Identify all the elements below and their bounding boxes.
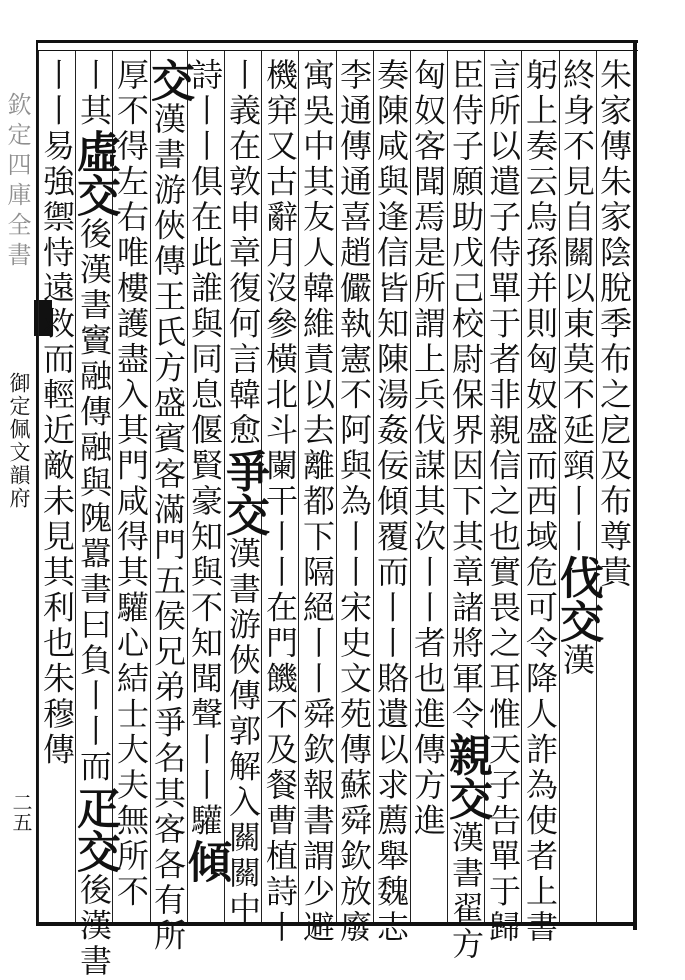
column-text: 後漢書 — [75, 873, 113, 980]
frame-top-inner-border — [36, 50, 638, 51]
column-text: 漢 — [558, 643, 596, 679]
column-text: 機穽又古辭月沒參橫北斗闌干丨丨在門饑不及餐曹植詩丨 — [261, 58, 299, 946]
text-column — [596, 58, 632, 920]
column-text: 丨其 — [75, 58, 113, 129]
page-gutter — [0, 40, 36, 925]
rhyme-entry-heading: 疋交 — [69, 785, 120, 873]
column-text: 匈奴客聞焉是所謂上兵伐謀其次丨丨者也 — [409, 58, 447, 697]
column-text: 躬上奏云烏孫并則匈奴盛而西域危可令降人詐為使者上書 — [521, 58, 559, 946]
gutter-collection-title: 欽定四庫全書 — [3, 92, 31, 272]
column-text: 厚不得左右唯樓護盡入其門咸得其驩心結士大夫無所不 — [112, 58, 150, 910]
text-column — [143, 58, 194, 954]
column-text: 終身不見自關以東莫不延頸丨丨 — [558, 58, 596, 555]
column-text: 進傳方進 — [409, 697, 447, 839]
text-column — [521, 58, 559, 946]
column-text: 丨義在敦申章復何言韓愈 — [224, 58, 262, 449]
text-column — [180, 58, 231, 920]
column-text: 朱穆傳 — [38, 661, 76, 768]
rhyme-entry-heading: 親交 — [441, 732, 492, 821]
text-column — [69, 58, 120, 980]
text-column — [335, 58, 373, 946]
rhyme-entry-heading: 交 — [143, 58, 194, 102]
text-column — [218, 58, 269, 927]
column-text: 臣侍子願助戊己校尉保界因下其章諸將軍令 — [447, 58, 485, 733]
column-text: 後漢書竇融傳融與隗囂書曰負丨丨而 — [75, 217, 113, 785]
column-text: 李通傳通喜趙儼執憲不阿與為丨丨宋史文苑傳蘇舜欽放廢 — [335, 58, 373, 946]
column-text: 漢書游俠傳王氏方盛賓客滿門五侯兄弟爭名其客各有所 — [149, 102, 187, 954]
frame-right-border — [633, 40, 637, 930]
text-column — [372, 58, 410, 946]
column-text: 奏陳咸與逢信皆知陳湯姦佞傾覆而丨丨賂遺以求薦舉魏志 — [372, 58, 410, 946]
text-column — [39, 58, 75, 920]
column-text: 言所以遣子侍單于者非親信之也實畏之耳惟天子告單于歸 — [484, 58, 522, 946]
rhyme-entry-heading: 傾 — [180, 839, 231, 883]
page-number: 二五 — [9, 792, 33, 832]
gutter-book-title: 御定佩文韻府 — [7, 372, 31, 510]
column-text: 漢書游俠傳郭解入關關中 — [224, 536, 262, 927]
column-text: 賢豪知與不知聞聲丨丨驩 — [186, 448, 224, 839]
text-column — [410, 58, 446, 920]
column-text: 漢書翟方 — [447, 820, 485, 963]
rhyme-entry-heading: 虛交 — [69, 129, 120, 217]
text-column — [298, 58, 336, 946]
column-text: 寓吳中其友人韓維責以去離都下隔絕丨丨舜欽報書謂少避 — [298, 58, 336, 946]
rhyme-entry-heading: 伐交 — [552, 555, 603, 643]
column-text: 丨丨易強禦恃遠救而輕近敵未見其利也 — [38, 58, 76, 662]
rhyme-entry-heading: 爭交 — [218, 448, 269, 537]
text-column — [441, 58, 492, 963]
column-text: 朱家傳朱家陰脫季布之戹及布尊貴 — [595, 58, 633, 591]
column-text: 詩丨丨俱在此誰與同息偃 — [186, 58, 224, 449]
text-column — [552, 58, 603, 920]
frame-top-border — [36, 40, 638, 43]
